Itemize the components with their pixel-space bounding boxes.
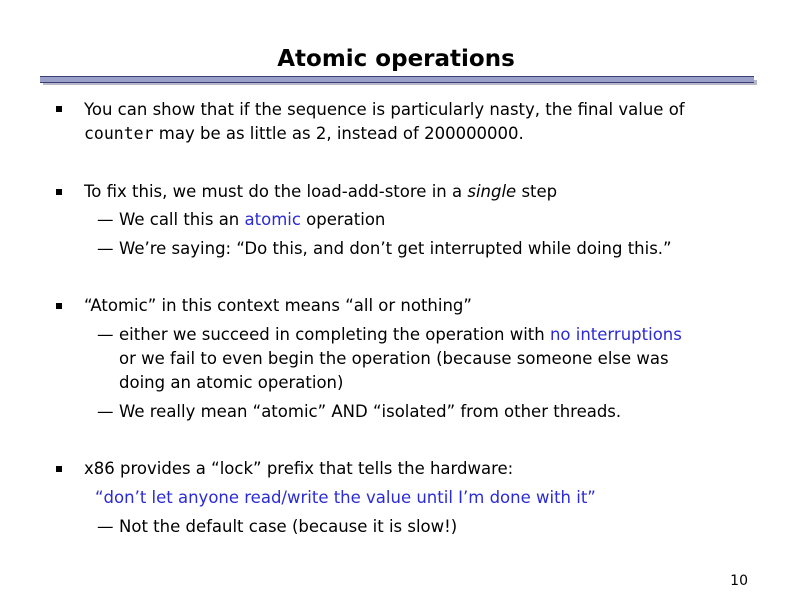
bullet-marker — [56, 303, 62, 309]
slide-title: Atomic operations — [277, 46, 515, 72]
bullet-3-sub-1-line-2: or we fail to even begin the operation (because someone else was — [119, 349, 669, 368]
bullet-2-pre: To fix this, we must do the load-add-store in a — [84, 182, 468, 201]
bullet-4-sub-1: Not the default case (because it is slow!) — [119, 517, 458, 536]
sub-1-post: operation — [300, 210, 386, 229]
bullet-3-sub-1-line-1 — [119, 325, 682, 344]
bullet-3-sub-1-line-3: doing an atomic operation) — [119, 373, 344, 392]
code-counter: counter — [84, 124, 154, 143]
sub-1-pre: either we succeed in completing the operation with — [119, 325, 550, 344]
bullet-1-line-1: You can show that if the sequence is particularly nasty, the final value of — [84, 100, 685, 119]
page-number: 10 — [730, 573, 748, 589]
bullet-marker — [56, 106, 62, 112]
bullet-marker — [56, 466, 62, 472]
bullet-2-emphasis: single — [467, 182, 517, 201]
bullet-2-sub-1 — [119, 210, 385, 229]
bullet-marker — [56, 189, 62, 195]
bullet-3-sub-2: We really mean “atomic” AND “isolated” from other threads. — [119, 402, 622, 421]
title-rule — [40, 76, 754, 83]
bullet-4-quote: “don’t let anyone read/write the value until I’m done with it” — [95, 488, 596, 507]
bullet-3-line: “Atomic” in this context means “all or nothing” — [84, 296, 472, 315]
sub-1-highlight: no interruptions — [549, 325, 682, 344]
dash-marker: — — [97, 210, 114, 229]
bullet-2-sub-2: We’re saying: “Do this, and don’t get interrupted while doing this.” — [119, 239, 672, 258]
bullet-1-line-2 — [84, 124, 524, 143]
sub-1-highlight: atomic — [244, 210, 301, 229]
bullet-2-line — [84, 182, 557, 201]
dash-marker: — — [97, 325, 114, 344]
bullet-4-line: x86 provides a “lock” prefix that tells the hardware: — [84, 459, 514, 478]
dash-marker: — — [97, 402, 114, 421]
dash-marker: — — [97, 517, 114, 536]
sub-1-pre: We call this an — [119, 210, 245, 229]
bullet-1-line-2-rest: may be as little as 2, instead of 200000000. — [153, 124, 524, 143]
bullet-2-post: step — [516, 182, 558, 201]
dash-marker: — — [97, 239, 114, 258]
